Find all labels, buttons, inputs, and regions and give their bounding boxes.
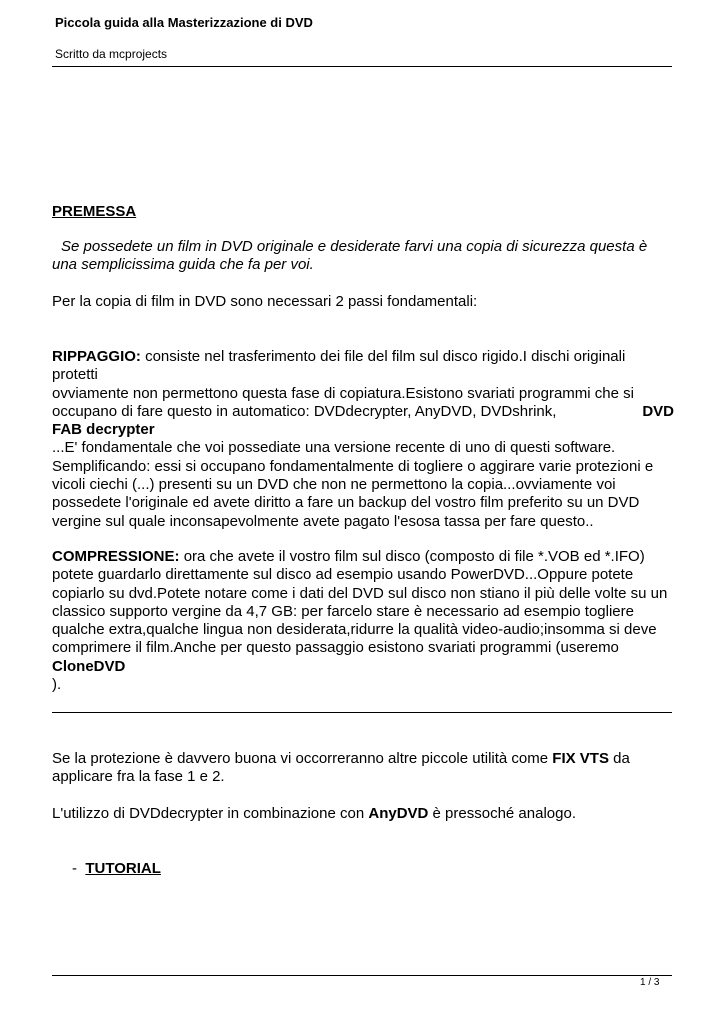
ripping-line-2: ovviamente non permettono questa fase di copiatura.Esistono svariati programmi che si: [52, 384, 634, 402]
footer-divider: [52, 975, 672, 976]
anydvd-note: L'utilizzo di DVDdecrypter in combinazione con AnyDVD è pressoché analogo.: [52, 805, 576, 822]
anydvd-tool: AnyDVD: [368, 805, 429, 822]
fix-vts-tool: FIX VTS: [552, 750, 609, 767]
compression-section: [52, 548, 674, 694]
ripping-line-1: RIPPAGGIO: consiste nel trasferimento dei file del film sul disco rigido.I dischi originali protetti: [52, 348, 626, 384]
protection-note: Se la protezione è davvero buona vi occorreranno altre piccole utilità come FIX VTS da applicare fra la fase 1 e 2.: [52, 750, 630, 786]
tutorial-item: [52, 860, 694, 878]
document-author: Scritto da mcprojects: [55, 47, 168, 61]
compression-term: COMPRESSIONE:: [52, 548, 180, 565]
premessa-intro: Se possedete un film in DVD originale e desiderate farvi una copia di sicurezza questa è una semplicissima guida che fa per voi.: [52, 238, 648, 274]
ripping-section: [52, 348, 674, 531]
tutorial-heading: TUTORIAL: [85, 860, 161, 877]
premessa-heading: PREMESSA: [52, 203, 137, 220]
document-title: Piccola guida alla Masterizzazione di DVD: [55, 15, 313, 30]
steps-intro: Per la copia di film in DVD sono necessari 2 passi fondamentali:: [52, 293, 478, 310]
ripping-term: RIPPAGGIO:: [52, 348, 141, 365]
ripping-line-4: FAB decrypter: [52, 421, 155, 439]
tutorial-bullet: -: [72, 860, 77, 877]
page-number: 1 / 3: [640, 977, 660, 988]
compression-text: ora che avete il vostro film sul disco (composto di file *.VOB ed *.IFO) potete guardarlo direttamente sul disco ad esempio usando PowerDVD...Oppure potete copiarlo su dvd.Potete notare come i dati del DVD sul disco non stiano il più delle volte su un classico supporto vergine da 4,7 GB: per farcelo stare è necessario ad esempio togliere qualche extra,qualche lingua non desiderata,ridurre la qualità video-audio;insomma si deve comprimere il film.Anche per questo passaggio esistono svariati programmi (useremo: [52, 548, 668, 657]
compression-close: ).: [52, 676, 62, 694]
compression-program: CloneDVD: [52, 657, 126, 675]
section-divider: [52, 712, 672, 713]
ripping-details: ...E' fondamentale che voi possediate una versione recente di uno di questi software. Semplificando: essi si occupano fondamentalmente di togliere o aggirare varie protezioni e vicoli ciechi (...) presenti su un DVD che non ne permettono la copia...ovviamente voi possedete l'originale ed avete diritto a fare un backup del vostro film preferito su un DVD vergine sul quale inconsapevolmente avete pagato l'esosa tassa per fare questo..: [52, 439, 654, 530]
header-divider: [52, 66, 672, 67]
ripping-line-3: occupano di fare questo in automatico: DVDdecrypter, AnyDVD, DVDshrink, DVD: [52, 402, 674, 420]
